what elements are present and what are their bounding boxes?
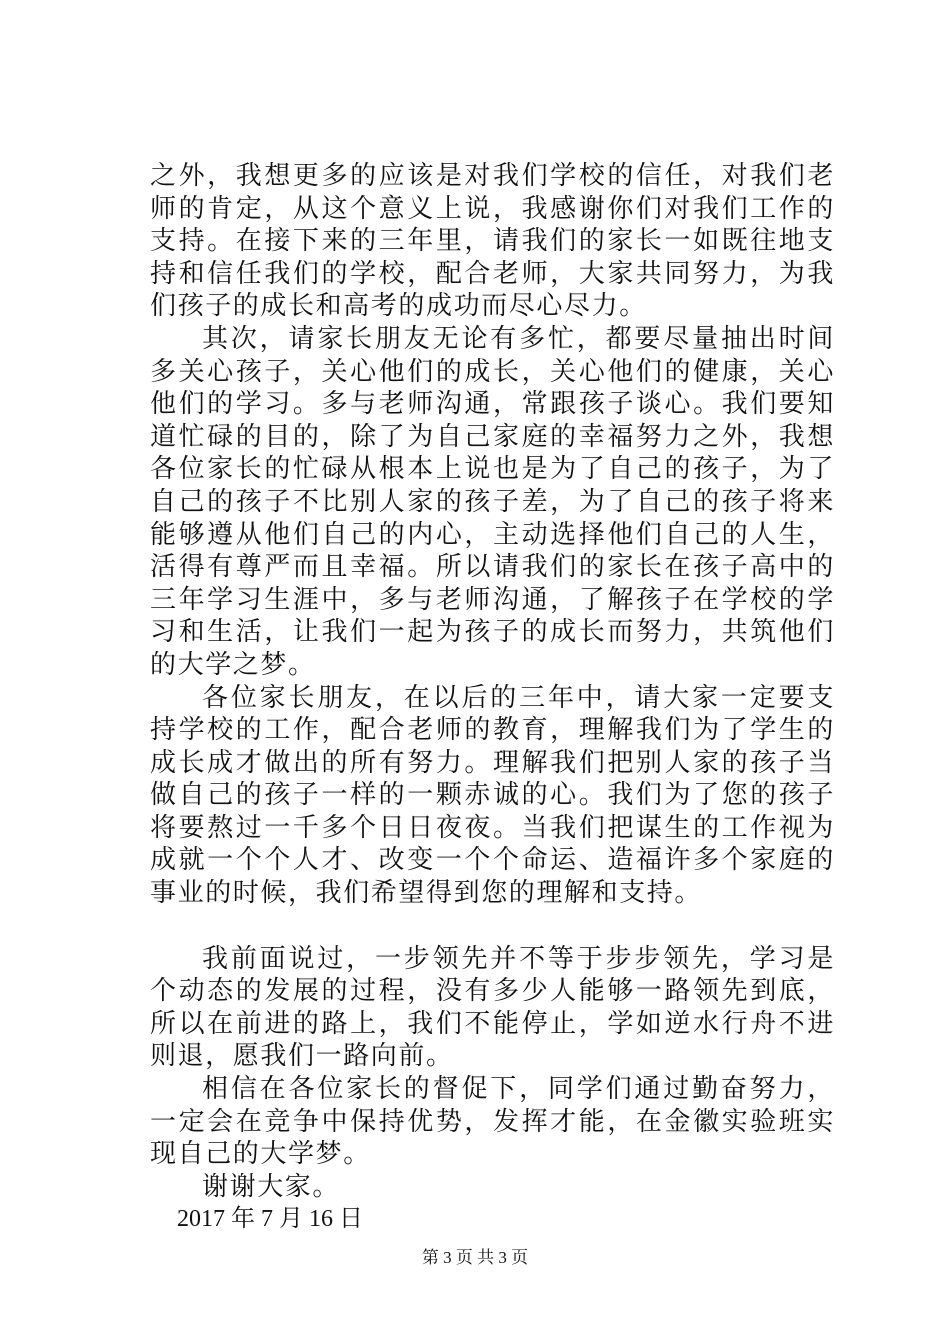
page-footer: 第 3 页 共 3 页 [421,1248,529,1267]
document-date: 2017 年 7 月 16 日 [177,1206,363,1233]
closing-thanks: 谢谢大家。 [202,1171,341,1202]
paragraph-third: 各位家长朋友，在以后的三年中，请大家一定要支持学校的工作，配合老师的教育，理解我们为了学生的成长成才做出的所有努力。理解我们把别人家的孩子当做自己的孩子一样的一颗赤诚的心。我们为了您的孩子将要熬过一千多个日日夜夜。当我们把谋生的工作视为成就一个个人才、改变一个个命运、造福许多个家庭的事业的时候，我们希望得到您的理解和支持。 [150,682,835,909]
paragraph-continuation: 之外，我想更多的应该是对我们学校的信任，对我们老师的肯定，从这个意义上说，我感谢你们对我们工作的支持。在接下来的三年里，请我们的家长一如既往地支持和信任我们的学校，配合老师，大家共同努力，为我们孩子的成长和高考的成功而尽心尽力。 [150,161,835,322]
paragraph-spacer [150,910,835,943]
paragraph-second: 其次，请家长朋友无论有多忙，都要尽量抽出时间多关心孩子，关心他们的成长，关心他们的健康，关心他们的学习。多与老师沟通，常跟孩子谈心。我们要知道忙碌的目的，除了为自己家庭的幸福努力之外，我想各位家长的忙碌从根本上说也是为了自己的孩子，为了自己的孩子不比别人家的孩子差，为了自己的孩子将来能够遵从他们自己的内心，主动选择他们自己的人生，活得有尊严而且幸福。所以请我们的家长在孩子高中的三年学习生涯中，多与老师沟通，了解孩子在学校的学习和生活，让我们一起为孩子的成长而努力，共筑他们的大学之梦。 [150,323,835,680]
paragraph-fifth: 相信在各位家长的督促下，同学们通过勤奋努力，一定会在竞争中保持优势，发挥才能，在金徽实验班实现自己的大学梦。 [150,1074,835,1170]
document-body [150,160,835,1236]
paragraph-fourth: 我前面说过，一步领先并不等于步步领先，学习是个动态的发展的过程，没有多少人能够一路领先到底，所以在前进的路上，我们不能停止，学如逆水行舟不进则退，愿我们一路向前。 [150,943,835,1072]
